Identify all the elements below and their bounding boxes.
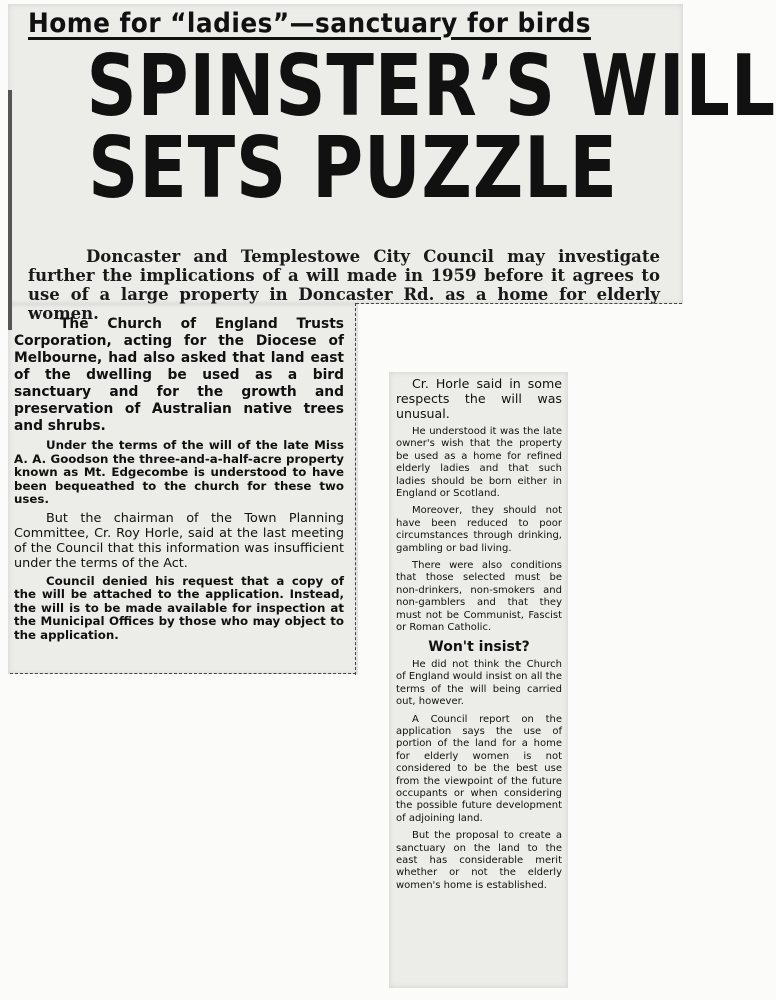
right-paragraph-6: A Council report on the application says the use of portion of the land for a home for elderly women is not considered to be the best use from the viewpoint of the future occupants or when considering the possible future development of adjoining land. (396, 713, 562, 824)
kicker-headline: Home for “ladies”—sanctuary for birds (28, 8, 591, 39)
headline-line-1: SPINSTER’S WILL (86, 37, 776, 136)
left-edge-rule (8, 90, 12, 330)
left-paragraph-4: Council denied his request that a copy of the will be attached to the application. Instead, the will is to be made available for inspection at the Municipal Offices by those who may object to the application. (14, 573, 344, 642)
left-paragraph-3: But the chairman of the Town Planning Committee, Cr. Roy Horle, said at the last meeting of the Council that this information was insufficient under the terms of the Act. (14, 510, 344, 571)
left-paragraph-1: The Church of England Trusts Corporation, acting for the Diocese of Melbourne, had also asked that land east of the dwelling be used as a bird sanctuary and for the growth and preservation of Australian native trees and shrubs. (14, 316, 344, 434)
left-paragraph-2: Under the terms of the will of the late Miss A. A. Goodson the three-and-a-half-acre property known as Mt. Edgecombe is understood to have been bequeathed to the church for these two uses. (14, 438, 344, 506)
divider-bottom-dashed (10, 673, 356, 674)
left-column (14, 316, 344, 646)
right-paragraph-2: He understood it was the late owner's wish that the property be used as a home for refined elderly ladies and that such ladies should be born either in England or Scotland. (396, 426, 562, 500)
right-paragraph-4: There were also conditions that those selected must be non-drinkers, non-smokers and non-gamblers and that they must not be Communist, Fascist or Roman Catholic. (396, 560, 562, 634)
right-paragraph-1: Cr. Horle said in some respects the will was unusual. (396, 376, 562, 421)
subheading: Won't insist? (428, 638, 530, 655)
right-paragraph-7: But the proposal to create a sanctuary on the land to the east has considerable merit whether or not the elderly women's home is established. (396, 830, 562, 891)
right-paragraph-5: He did not think the Church of England would insist on all the terms of the will being carried out, however. (396, 658, 562, 708)
intro-paragraph: Doncaster and Templestowe City Council may investigate further the implications of a will made in 1959 before it agrees to use of a large property in Doncaster Rd. as a home for elderly women. (28, 246, 660, 323)
right-paragraph-3: Moreover, they should not have been reduced to poor circumstances through drinking, gambling or bad living. (396, 505, 562, 554)
divider-top-dashed (356, 303, 682, 304)
headline-line-2: SETS PUZZLE (88, 119, 618, 218)
divider-left-dashed (355, 303, 356, 675)
main-headline (28, 37, 776, 218)
right-column (396, 376, 562, 897)
